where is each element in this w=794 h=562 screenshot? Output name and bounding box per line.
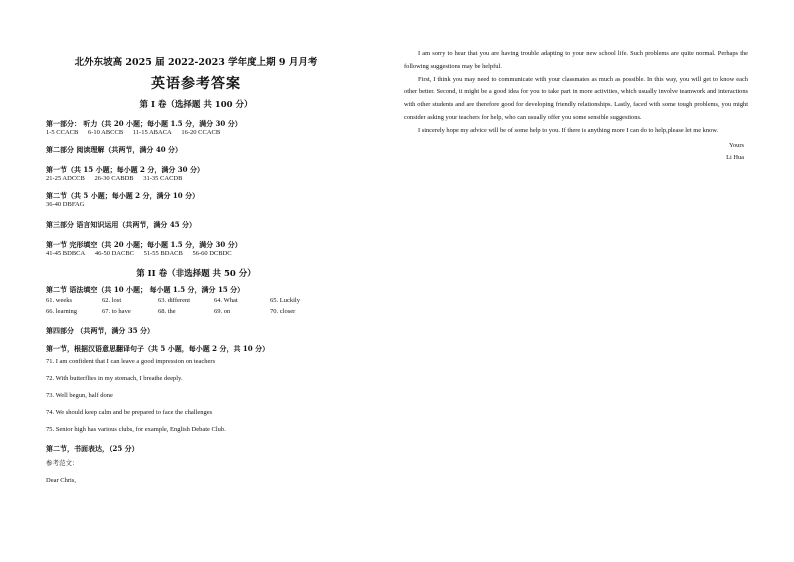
reading-section1-heading: 第一节（共 15 小题；每小题 2 分，满分 30 分） — [46, 165, 204, 174]
letter-greeting: Dear Chris, — [46, 477, 76, 484]
answer-group: 16-20 CCACB — [181, 129, 221, 136]
cloze-heading: 第一节 完形填空（共 20 小题；每小题 1.5 分，满分 30 分） — [46, 240, 242, 249]
translation-sentence: 75. Senior high has various clubs, for example, English Debate Club. — [46, 426, 226, 433]
letter-paragraph: I sincerely hope my advice will be of some help to you. If there is anything more I can do to help,please let me know. — [418, 126, 719, 134]
grammar-answer: 61. weeks — [46, 297, 72, 304]
grammar-answer: 69. on — [214, 308, 231, 315]
grammar-answer: 63. different — [158, 297, 191, 304]
reading-section1-answers — [46, 174, 346, 183]
grammar-answer: 64. What — [214, 297, 238, 304]
grammar-answer: 65. Luckily — [270, 297, 300, 304]
answer-group: 26-30 CABDB — [94, 175, 134, 182]
listening-heading: 第一部分： 听力（共 20 小题；每小题 1.5 分，满分 30 分） — [46, 119, 242, 128]
translation-sentence: 73. Well begun, half done — [46, 392, 113, 399]
letter-paragraph: First, I think you may need to communicate with your classmates as much as possible. In this way, you will get to know each other better. Second, it might be a good idea for you to take part in more activities, which usually involve teamwork and interactions with other students and are therefore good for developing friendly relationships. Lastly, faced with some tough problems, you might consider asking your teachers for help, who can usually offer you some sensible suggestions. — [404, 75, 748, 121]
part4-heading: 第四部分 （共两节，满分 35 分） — [46, 326, 155, 335]
answer-group: 51-55 BDACB — [143, 250, 183, 257]
grammar-answer: 62. lost — [102, 297, 122, 304]
grammar-answer: 70. closer — [270, 308, 296, 315]
grammar-answer: 66. learning — [46, 308, 78, 315]
volume-1-title: 第 I 卷（选择题 共 100 分） — [139, 100, 253, 110]
volume-2-title: 第 II 卷（非选择题 共 50 分） — [136, 269, 256, 279]
answer-group: 56-60 DCBDC — [192, 250, 232, 257]
answer-group: 21-25 ADCCB — [46, 175, 85, 182]
grammar-heading: 第二节 语法填空（共 10 小题； 每小题 1.5 分，满分 15 分） — [46, 285, 245, 294]
answer-group: 31-35 CACDB — [143, 175, 183, 182]
exam-title: 北外东坡高 2025 届 2022-2023 学年度上期 9 月月考 — [74, 57, 318, 68]
answer-group: 11-15 ABACA — [132, 129, 172, 136]
answer-group: 6-10 ABCCB — [87, 129, 124, 136]
cloze-answers — [46, 249, 346, 258]
language-heading: 第三部分 语言知识运用（共两节，满分 45 分） — [46, 220, 197, 229]
answer-group: 1-5 CCACB — [46, 129, 79, 136]
listening-answers — [46, 128, 346, 137]
grammar-answer: 67. to have — [102, 308, 131, 315]
letter-closing: Yours — [729, 141, 744, 149]
grammar-answer: 68. the — [158, 308, 176, 315]
left-column — [46, 48, 346, 485]
translation-sentence: 71. I am confident that I can leave a good impression on teachers — [46, 358, 216, 365]
answer-group: 36-40 DBFAG — [46, 201, 85, 208]
reading-section2-heading: 第二节（共 5 小题；每小题 2 分，满分 10 分） — [46, 191, 200, 200]
letter-paragraph: I am sorry to hear that you are having trouble adapting to your new school life. Such problems are quite normal. Perhaps the following suggestions may be helpful. — [404, 50, 748, 70]
translation-sentence: 74. We should keep calm and be prepared to face the challenges — [46, 409, 213, 416]
document-title: 英语参考答案 — [151, 76, 241, 92]
reading-section2-answers — [46, 200, 346, 209]
answer-group: 41-45 BDBCA — [46, 250, 86, 257]
grammar-answers — [46, 295, 346, 317]
letter-signature: Li Hua — [726, 154, 744, 162]
sample-essay-label: 参考范文： — [46, 460, 79, 467]
translation-sentence: 72. With butterflies in my stomach, I breathe deeply. — [46, 375, 183, 382]
answer-group: 46-50 DACBC — [94, 250, 134, 257]
translation-heading: 第一节，根据汉语意思翻译句子（共 5 小题，每小题 2 分，共 10 分） — [46, 344, 270, 353]
reading-heading: 第二部分 阅读理解（共两节，满分 40 分） — [46, 145, 183, 154]
right-column — [404, 48, 748, 165]
writing-heading: 第二节，书面表达，（25 分） — [46, 444, 139, 453]
